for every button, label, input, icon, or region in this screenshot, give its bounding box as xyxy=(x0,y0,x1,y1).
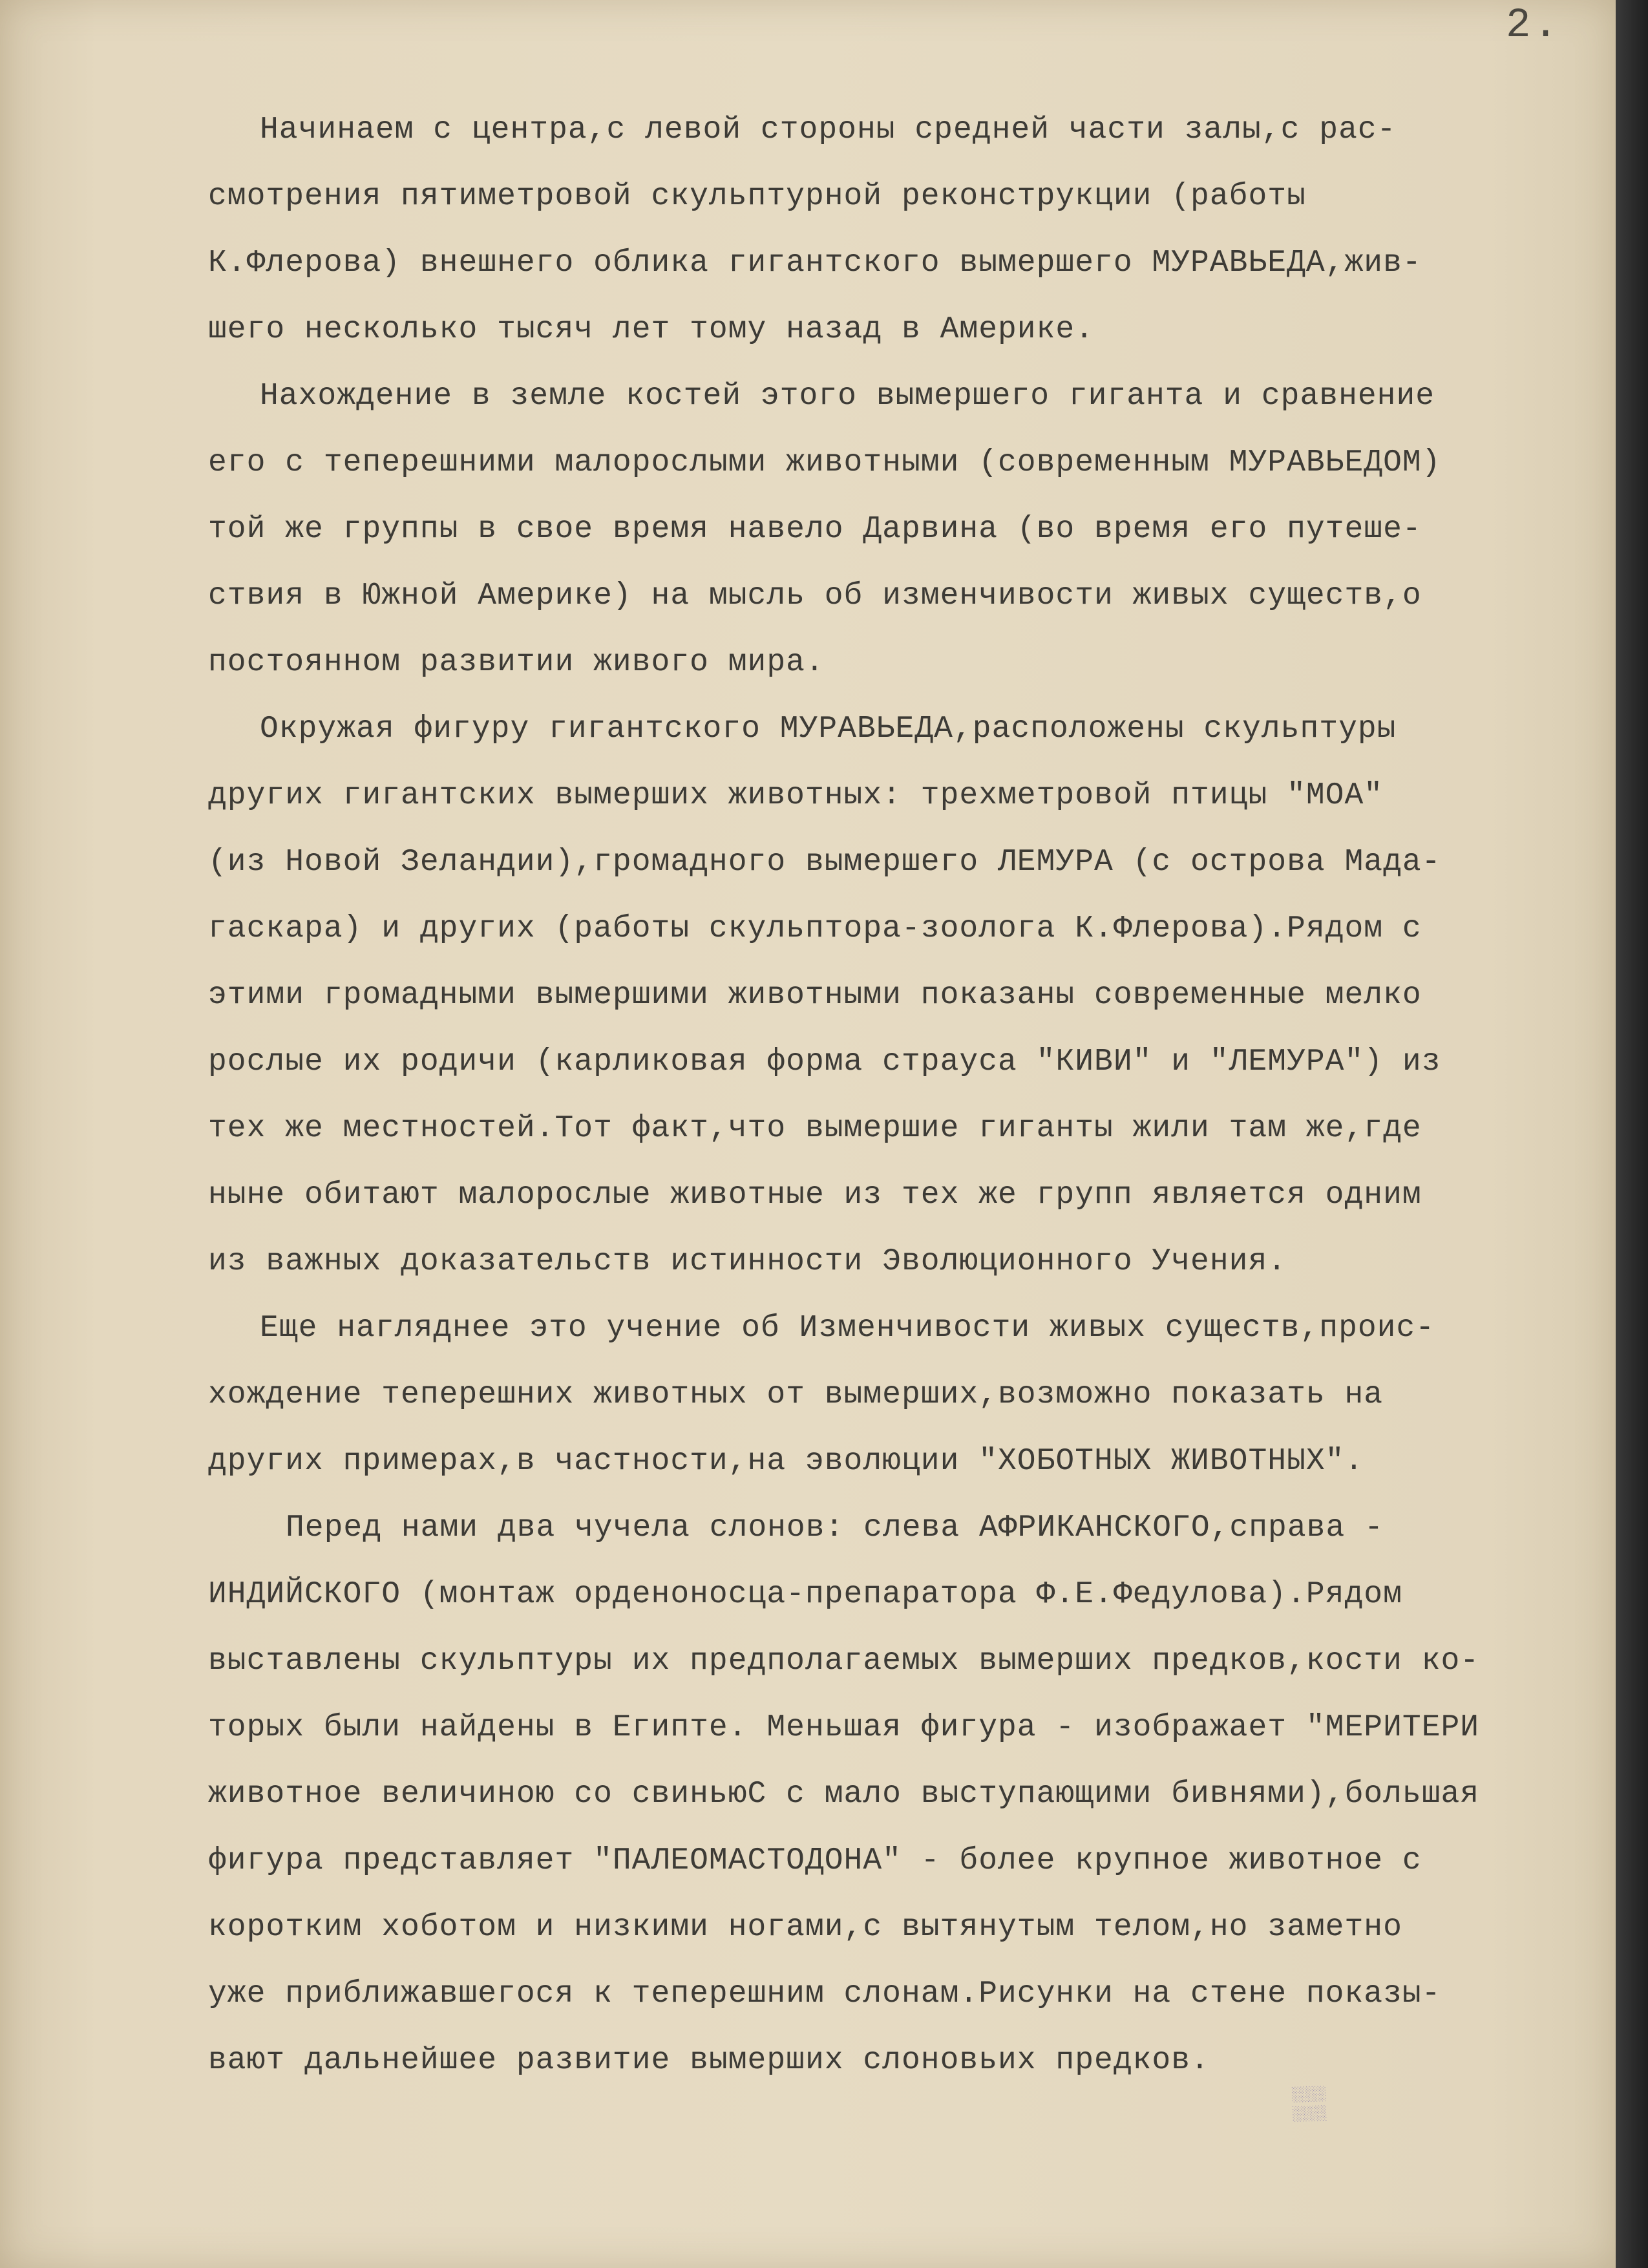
text-line: его с теперешними малорослыми животными (современным МУРАВЬЕДОМ) xyxy=(208,445,1441,480)
text-line: Еще нагляднее это учение об Изменчивости живых существ,проис- xyxy=(260,1311,1435,1346)
text-line: той же группы в свое время навело Дарвина (во время его путеше- xyxy=(208,512,1422,547)
text-line: рослые их родичи (карликовая форма страуса "КИВИ" и "ЛЕМУРА") из xyxy=(208,1044,1441,1079)
text-line: Окружая фигуру гигантского МУРАВЬЕДА,расположены скульптуры xyxy=(260,712,1397,747)
page-number: 2. xyxy=(1506,3,1561,49)
text-line: гаскара) и других (работы скульптора-зоолога К.Флерова).Рядом с xyxy=(208,911,1422,946)
text-line: Начинаем с центра,с левой стороны средней части залы,с рас- xyxy=(260,112,1397,147)
text-line: других примерах,в частности,на эволюции "ХОБОТНЫХ ЖИВОТНЫХ". xyxy=(208,1444,1364,1479)
text-line: выставлены скульптуры их предполагаемых вымерших предков,кости ко- xyxy=(208,1644,1480,1679)
text-line: вают дальнейшее развитие вымерших слоновьих предков. xyxy=(208,2043,1210,2078)
text-line: ствия в Южной Америке) на мысль об изменчивости живых существ,о xyxy=(208,578,1422,613)
text-line: смотрения пятиметровой скульптурной реконструкции (работы xyxy=(208,179,1306,214)
text-line: (из Новой Зеландии),громадного вымершего ЛЕМУРА (с острова Мада- xyxy=(208,845,1441,880)
text-line: тех же местностей.Тот факт,что вымершие гиганты жили там же,где xyxy=(208,1111,1422,1146)
text-line: других гигантских вымерших животных: трехметровой птицы "МОА" xyxy=(208,778,1384,813)
text-line: животное величиною со свиньюС с мало выступающими бивнями),большая xyxy=(208,1777,1480,1812)
text-line: ИНДИЙСКОГО (монтаж орденоносца-препаратора Ф.Е.Федулова).Рядом xyxy=(208,1577,1402,1612)
text-line: ныне обитают малорослые животные из тех же групп является одним xyxy=(208,1178,1422,1213)
text-line: шего несколько тысяч лет тому назад в Америке. xyxy=(208,312,1095,347)
text-line: К.Флерова) внешнего облика гигантского вымершего МУРАВЬЕДА,жив- xyxy=(208,246,1422,281)
text-line: торых были найдены в Египте. Меньшая фигура - изображает "МЕРИТЕРИ xyxy=(208,1710,1480,1745)
text-line: коротким хоботом и низкими ногами,с вытянутым телом,но заметно xyxy=(208,1910,1402,1945)
scan-edge xyxy=(1616,0,1648,2268)
archive-stamp: ░░░░ ░░░░ xyxy=(1291,2086,1327,2123)
text-line: хождение теперешних животных от вымерших,возможно показать на xyxy=(208,1377,1384,1412)
text-line: постоянном развитии живого мира. xyxy=(208,645,825,680)
document-body xyxy=(208,97,1616,2094)
text-line: фигура представляет "ПАЛЕОМАСТОДОНА" - более крупное животное с xyxy=(208,1843,1422,1878)
text-line: Нахождение в земле костей этого вымершего гиганта и сравнение xyxy=(260,379,1435,414)
text-line: этими громадными вымершими животными показаны современные мелко xyxy=(208,978,1422,1013)
text-line: из важных доказательств истинности Эволюционного Учения. xyxy=(208,1244,1287,1279)
text-line: Перед нами два чучела слонов: слева АФРИКАНСКОГО,справа - xyxy=(286,1510,1384,1545)
text-line: уже приближавшегося к теперешним слонам.Рисунки на стене показы- xyxy=(208,1977,1441,2011)
